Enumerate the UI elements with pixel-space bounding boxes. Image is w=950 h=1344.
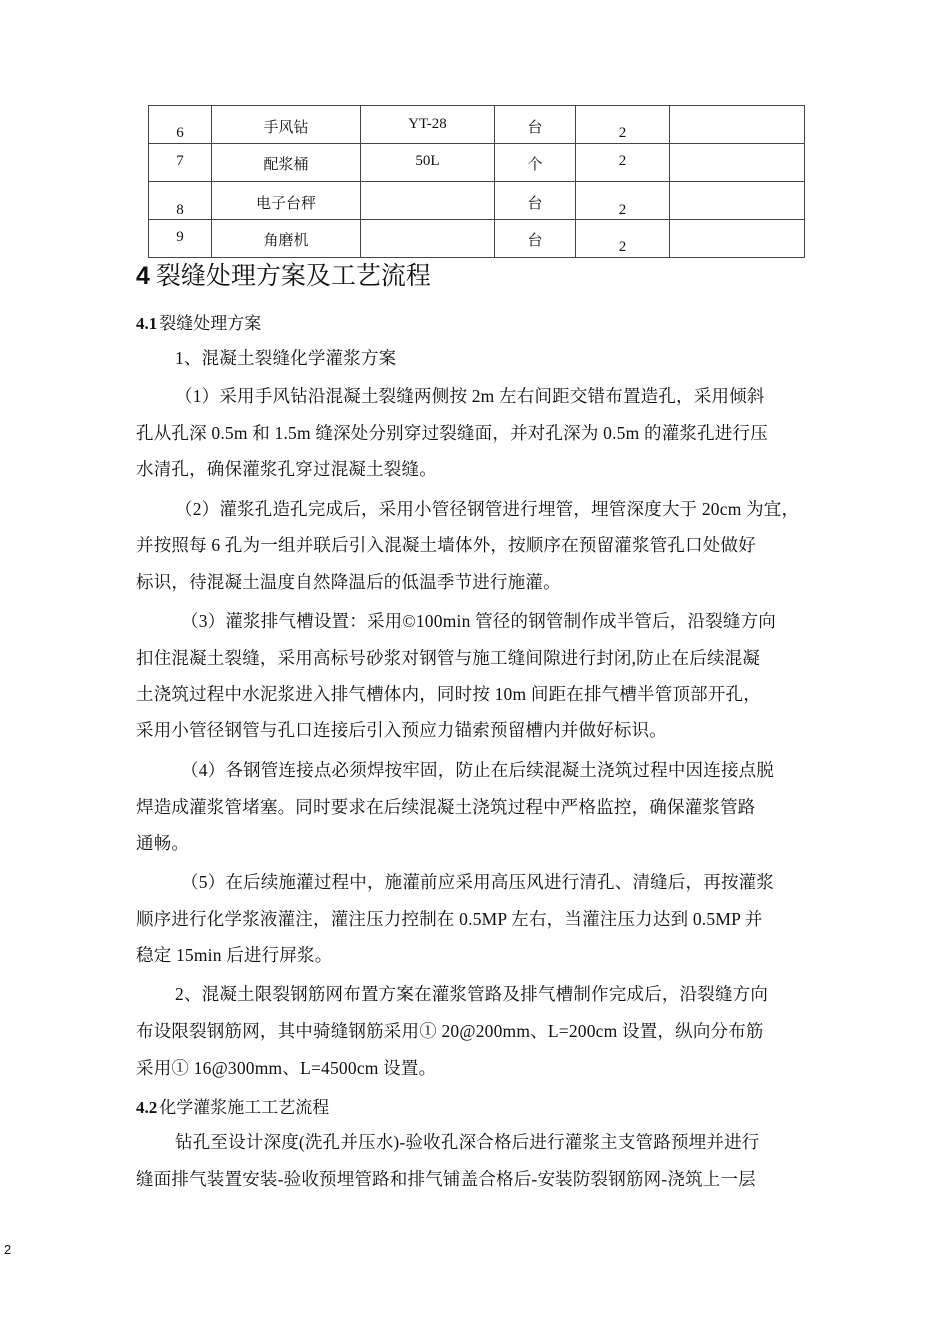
paragraph-line: 2、混凝土限裂钢筋网布置方案在灌浆管路及排气槽制作完成后，沿裂缝方向 — [175, 984, 769, 1004]
page-number: 2 — [4, 1242, 12, 1257]
paragraph-line: 钻孔至设计深度(洗孔并压水)-验收孔深合格后进行灌浆主支管路预埋并进行 — [175, 1132, 760, 1152]
paragraph-line: （5）在后续施灌过程中，施灌前应采用高压风进行清孔、清缝后，再按灌浆 — [181, 872, 775, 892]
paragraph-line: 1、混凝土裂缝化学灌浆方案 — [175, 348, 397, 368]
paragraph-line: 水清孔，确保灌浆孔穿过混凝土裂缝。 — [136, 459, 437, 479]
paragraph-line: 标识，待混凝土温度自然降温后的低温季节进行施灌。 — [136, 572, 561, 592]
paragraph-line: （1）采用手风钻沿混凝土裂缝两侧按 2m 左右间距交错布置造孔，采用倾斜 — [175, 386, 765, 406]
paragraph-line: 扣住混凝土裂缝，采用高标号砂浆对钢管与施工缝间隙进行封闭,防止在后续混凝 — [136, 648, 761, 668]
table-row — [149, 144, 805, 182]
table-row — [149, 106, 805, 144]
section-title: 裂缝处理方案及工艺流程 — [155, 261, 431, 290]
cell-spec: 50L — [415, 153, 440, 169]
paragraph-line: 缝面排气装置安装-验收预埋管路和排气铺盖合格后-安装防裂钢筋网-浇筑上一层 — [136, 1169, 756, 1189]
paragraph-line: 通畅。 — [136, 833, 190, 853]
paragraph-line: （4）各钢管连接点必须焊按牢固，防止在后续混凝土浇筑过程中因连接点脱 — [181, 760, 775, 780]
cell-unit: 台 — [527, 233, 543, 249]
cell-name: 电子台秤 — [255, 196, 316, 212]
paragraph-line: 布设限裂钢筋网，其中骑缝钢筋采用① 20@200mm、L=200cm 设置，纵向分布筋 — [136, 1021, 764, 1041]
cell-name: 手风钻 — [263, 120, 309, 136]
section-4-1-heading — [136, 309, 261, 334]
cell-name: 角磨机 — [263, 233, 309, 249]
cell-qty: 2 — [618, 202, 627, 218]
paragraph-line: 孔从孔深 0.5m 和 1.5m 缝深处分别穿过裂缝面，并对孔深为 0.5m 的灌浆孔进行压 — [136, 423, 768, 443]
cell-unit: 个 — [527, 157, 543, 173]
cell-unit: 台 — [527, 196, 543, 212]
paragraph-line: （2）灌浆孔造孔完成后，采用小管径钢管进行埋管，埋管深度大于 20cm 为宜， — [175, 499, 800, 519]
table-row — [149, 182, 805, 220]
paragraph-line: 稳定 15min 后进行屏浆。 — [136, 945, 333, 965]
cell-no: 9 — [176, 229, 184, 245]
paragraph-line: （3）灌浆排气槽设置：采用©100min 管径的钢管制作成半管后，沿裂缝方向 — [181, 611, 776, 631]
cell-qty: 2 — [618, 239, 627, 255]
paragraph-line: 顺序进行化学浆液灌注，灌注压力控制在 0.5MP 左右，当灌注压力达到 0.5MP 并 — [136, 909, 763, 929]
section-title: 裂缝处理方案 — [159, 314, 262, 333]
section-4-heading — [136, 256, 431, 292]
cell-no: 8 — [176, 202, 184, 218]
cell-name: 配浆桶 — [263, 157, 309, 173]
cell-spec: YT-28 — [408, 116, 447, 132]
cell-qty: 2 — [618, 125, 627, 141]
equipment-table — [148, 105, 805, 258]
paragraph-line: 并按照每 6 孔为一组并联后引入混凝土墙体外，按顺序在预留灌浆管孔口处做好 — [136, 535, 756, 555]
paragraph-line: 采用小管径钢管与孔口连接后引入预应力锚索预留槽内并做好标识。 — [136, 720, 667, 740]
section-4-2-heading — [136, 1093, 329, 1118]
table-row — [149, 220, 805, 258]
cell-no: 6 — [176, 125, 184, 141]
section-number: 4.2 — [136, 1098, 158, 1117]
section-title: 化学灌浆施工工艺流程 — [159, 1098, 330, 1117]
cell-no: 7 — [176, 153, 184, 169]
section-number: 4 — [136, 262, 150, 290]
cell-unit: 台 — [527, 120, 543, 136]
cell-qty: 2 — [618, 153, 627, 169]
paragraph-line: 采用① 16@300mm、L=4500cm 设置。 — [136, 1058, 437, 1078]
paragraph-line: 土浇筑过程中水泥浆进入排气槽体内，同时按 10m 间距在排气槽半管顶部开孔， — [136, 684, 761, 704]
section-number: 4.1 — [136, 314, 158, 333]
paragraph-line: 焊造成灌浆管堵塞。同时要求在后续混凝土浇筑过程中严格监控，确保灌浆管路 — [136, 797, 756, 817]
